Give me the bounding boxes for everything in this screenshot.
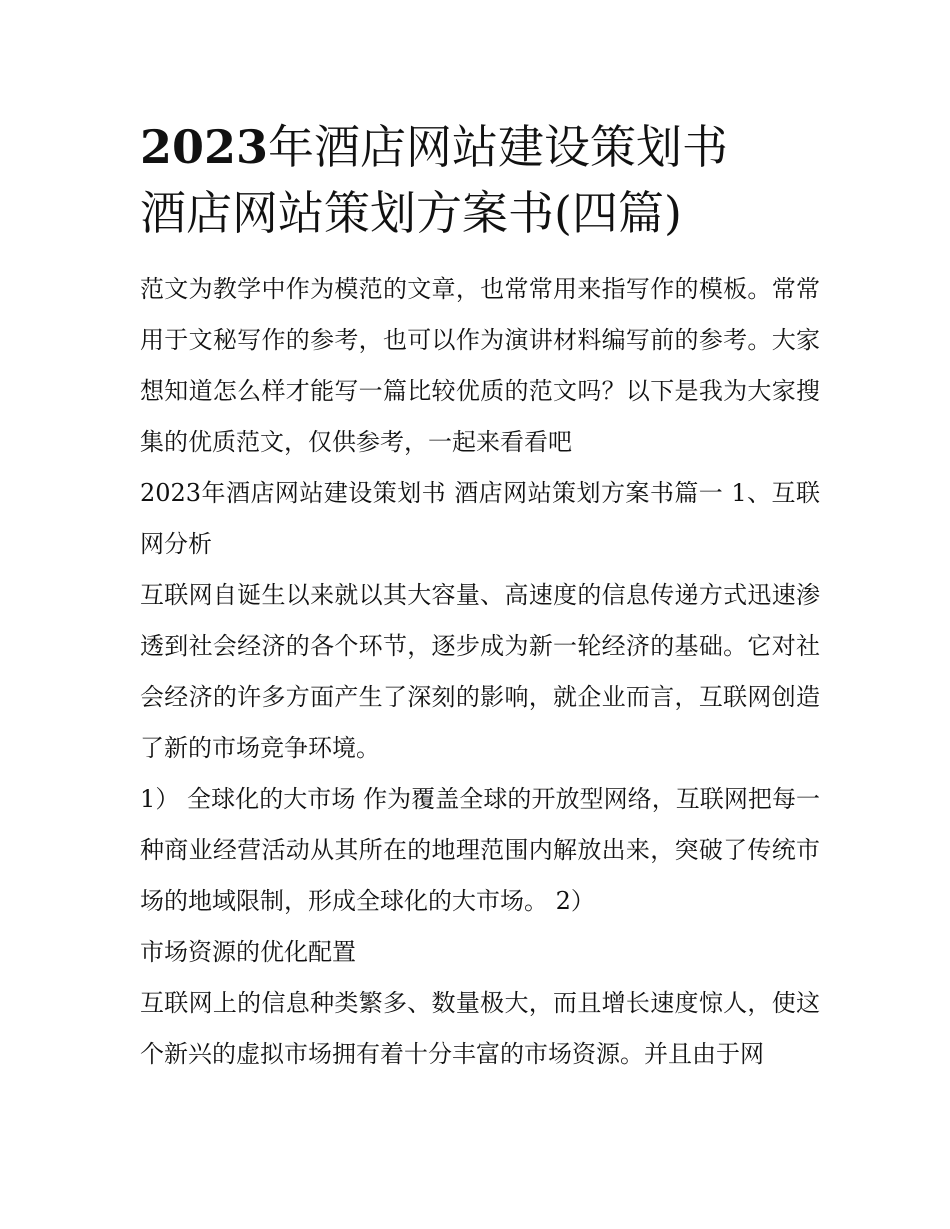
title-line-1 — [140, 114, 820, 180]
document-body — [140, 114, 820, 1080]
document-title — [140, 114, 820, 246]
resource-allocation-heading: 市场资源的优化配置 — [140, 938, 356, 966]
section-heading-paragraph: 2023年酒店网站建设策划书 酒店网站策划方案书篇一 1、互联网分析 — [140, 479, 820, 558]
title-line-1-text: 年酒店网站建设策划书 — [268, 120, 729, 174]
global-market-paragraph: 1） 全球化的大市场 作为覆盖全球的开放型网络，互联网把每一种商业经营活动从其所在的地理范围内解放出来，突破了传统市场的地域限制，形成全球化的大市场。 2） — [140, 785, 820, 915]
internet-analysis-paragraph: 互联网自诞生以来就以其大容量、高速度的信息传递方式迅速渗透到社会经济的各个环节，逐步成为新一轮经济的基础。它对社会经济的许多方面产生了深刻的影响，就企业而言，互联网创造了新的市场竞争环境。 — [140, 581, 820, 762]
resource-paragraph: 互联网上的信息种类繁多、数量极大，而且增长速度惊人，使这个新兴的虚拟市场拥有着十分丰富的市场资源。并且由于网 — [140, 989, 820, 1068]
title-year: 2023 — [140, 120, 269, 174]
title-line-2: 酒店网站策划方案书(四篇) — [140, 186, 682, 240]
intro-paragraph: 范文为教学中作为模范的文章，也常常用来指写作的模板。常常用于文秘写作的参考，也可以作为演讲材料编写前的参考。大家想知道怎么样才能写一篇比较优质的范文吗？以下是我为大家搜集的优质范文，仅供参考，一起来看看吧 — [140, 275, 820, 456]
